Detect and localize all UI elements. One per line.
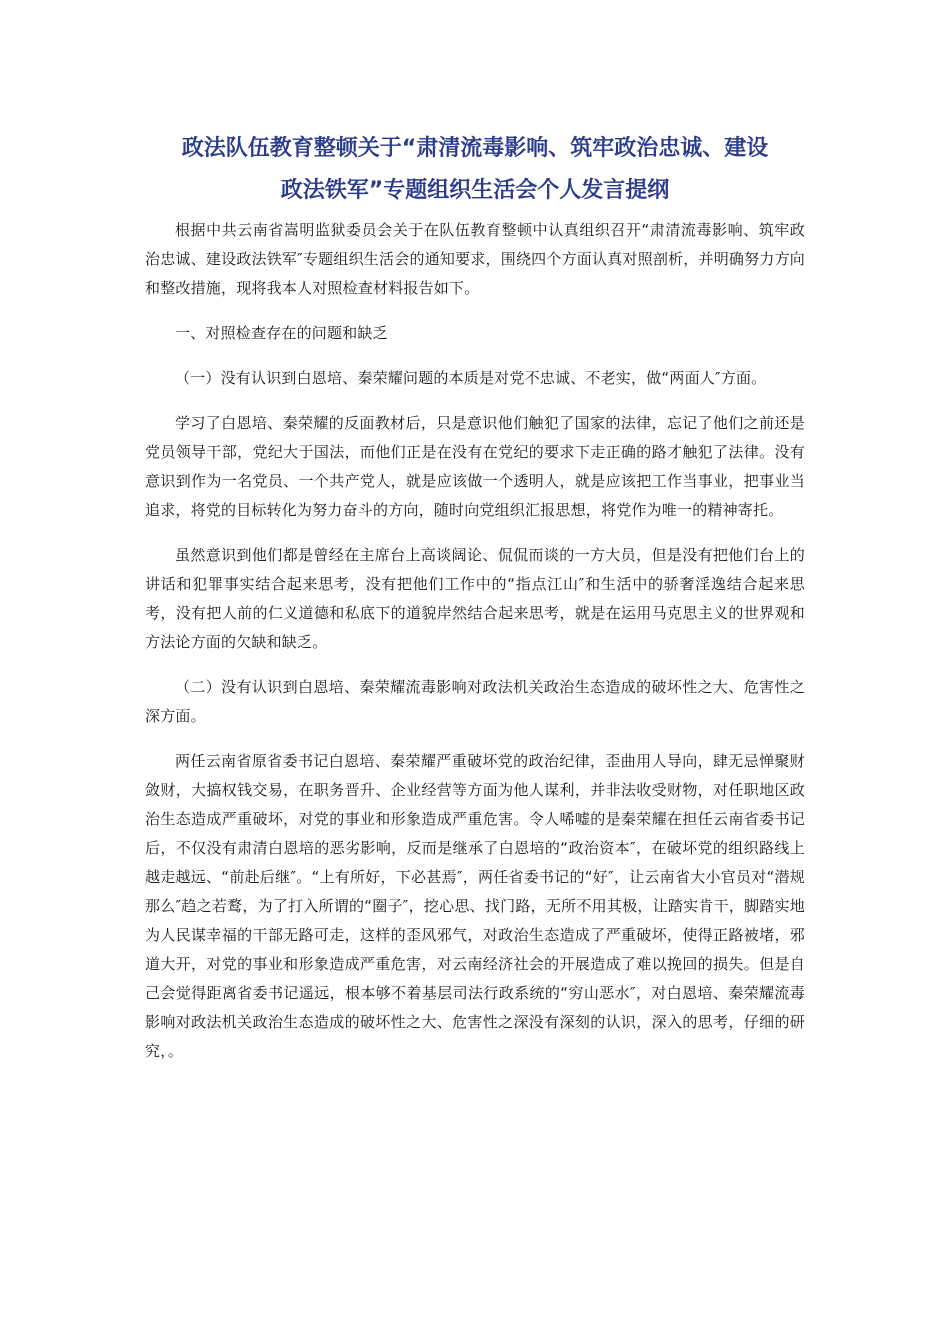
title-line-2: 政法铁军”专题组织生活会个人发言提纲	[280, 178, 670, 203]
body-paragraph-1: 学习了白恩培、秦荣耀的反面教材后，只是意识他们触犯了国家的法律，忘记了他们之前还是党员领导干部，党纪大于国法，而他们正是在没有在党纪的要求下走正确的路才触犯了法律。没有意识到作为一名党员、一个共产党人，就是应该做一个透明人，就是应该把工作当事业，把事业当追求，将党的目标转化为努力奋斗的方向，随时向党组织汇报思想，将党作为唯一的精神寄托。	[145, 414, 805, 519]
intro-paragraph: 根据中共云南省嵩明监狱委员会关于在队伍教育整顿中认真组织召开“肃清流毒影响、筑牢政治忠诚、建设政法铁军″专题组织生活会的通知要求，围绕四个方面认真对照剖析，并明确努力方向和整改措施，现将我本人对照检查材料报告如下。	[145, 221, 805, 297]
document-page	[145, 128, 805, 1082]
document-title	[145, 128, 805, 212]
body-paragraph-2: 虽然意识到他们都是曾经在主席台上高谈阔论、侃侃而谈的一方大员，但是没有把他们台上的讲话和犯罪事实结合起来思考，没有把他们工作中的“指点江山″和生活中的骄奢淫逸结合起来思考，没有把人前的仁义道德和私底下的道貌岸然结合起来思考，就是在运用马克思主义的世界观和方法论方面的欠缺和缺乏。	[145, 546, 805, 651]
title-line-1: 政法队伍教育整顿关于“肃清流毒影响、筑牢政治忠诚、建设	[181, 136, 769, 161]
body-paragraph-3: 两任云南省原省委书记白恩培、秦荣耀严重破坏党的政治纪律，歪曲用人导向，肆无忌惮聚财敛财，大搞权钱交易，在职务晋升、企业经营等方面为他人谋利，并非法收受财物，对任职地区政治生态造成严重破坏，对党的事业和形象造成严重危害。令人唏嘘的是秦荣耀在担任云南省委书记后，不仅没有肃清白恩培的恶劣影响，反而是继承了白恩培的“政治资本″，在破坏党的组织路线上越走越远、“前赴后继″。“上有所好，下必甚焉″，两任省委书记的“好″，让云南省大小官员对“潜规那么″趋之若鹜，为了打入所谓的“圈子″，挖心思、找门路，无所不用其极，让踏实肯干，脚踏实地为人民谋幸福的干部无路可走，这样的歪风邪气，对政治生态造成了严重破坏，使得正路被堵，邪道大开，对党的事业和形象造成严重危害，对云南经济社会的开展造成了难以挽回的损失。但是自己会觉得距离省委书记遥远，根本够不着基层司法行政系统的“穷山恶水″，对白恩培、秦荣耀流毒影响对政法机关政治生态造成的破坏性之大、危害性之深没有深刻的认识，深入的思考，仔细的研究，。	[145, 752, 805, 1060]
section-heading: 一、对照检查存在的问题和缺乏	[175, 324, 388, 342]
subsection-heading-1: （一）没有认识到白恩培、秦荣耀问题的本质是对党不忠诚、不老实，做“两面人″方面。	[175, 369, 767, 387]
subsection-heading-2: （二）没有认识到白恩培、秦荣耀流毒影响对政法机关政治生态造成的破坏性之大、危害性之深方面。	[145, 678, 805, 725]
